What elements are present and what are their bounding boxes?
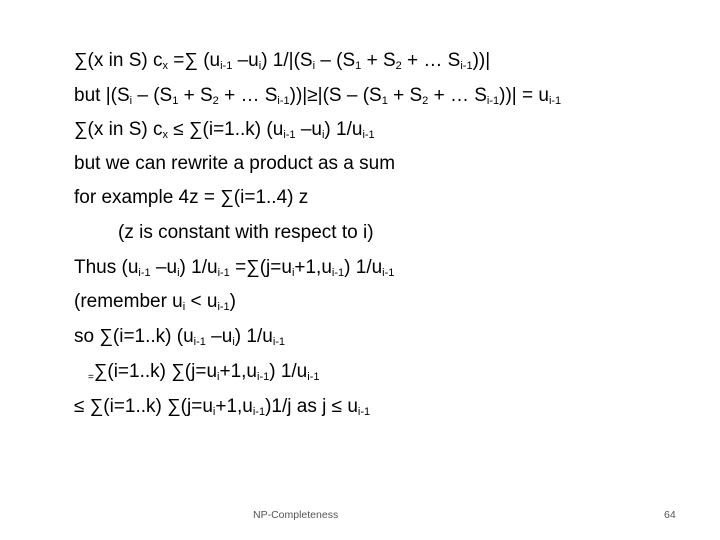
subscript: i-1 [486, 95, 500, 107]
subscript: 2 [395, 60, 402, 72]
page-number: 64 [664, 509, 676, 521]
small-equals-sign: = [88, 372, 94, 383]
subscript: i [258, 60, 262, 72]
subscript: i [129, 95, 133, 107]
subscript: i-1 [307, 371, 320, 383]
math-line-2: but $|(S_i - (S_1 + S_2$ + … $S_{i-1}))|\ge|(S - (S_1 + S_2$ + … $S_{i-1}))| = u_{i-1}$ [74, 85, 562, 107]
math-line-double-sum: =∑(i=1..k) $\sum(j=u_i+1,u_{i-1})$ $1/u_{i-1}$ [88, 361, 320, 383]
subscript: i-1 [193, 336, 206, 348]
subscript: x [162, 60, 168, 72]
subscript: x [162, 129, 168, 141]
text-line-remember: (remember $u_i < u_{i-1}$) [74, 291, 236, 313]
text-line-constant-note: (z is constant with respect to i) [118, 222, 374, 243]
subscript: i-1 [357, 406, 371, 418]
subscript: 2 [422, 95, 429, 107]
subscript: i-1 [382, 267, 395, 279]
subscript: 1 [355, 60, 362, 72]
subscript: i-1 [257, 371, 270, 383]
text-line-product-as-sum: but we can rewrite a product as a sum [74, 153, 396, 174]
subscript: i-1 [138, 267, 151, 279]
math-line-thus: Thus ($u_{i-1}$ $-u_i$) $1/u_{i-1} =\sum(j=u_i+1,u_{i-1})$ $1/u_{i-1}$ [74, 257, 395, 279]
subscript: i-1 [277, 95, 290, 107]
footer-title: NP-Completeness [253, 509, 339, 521]
subscript: i [217, 371, 220, 383]
subscript: i [212, 406, 216, 418]
math-line-3: ∑(x in S) $c_x \le \sum(i=1..k)$ ($u_{i-1}$ $-u_i$) $1/u_{i-1}$ [74, 119, 375, 141]
subscript: i-1 [220, 60, 233, 72]
subscript: i [312, 60, 316, 72]
subscript: i-1 [272, 336, 286, 348]
subscript: i [232, 336, 235, 348]
subscript: i-1 [217, 267, 230, 279]
subscript: 1 [172, 95, 179, 107]
math-line-1: ∑(x in S) $c_x$ =∑ ($u_{i-1}$ $-u_i$) $1/|(S_i - (S_1 + S_2$ + … $S_{i-1}))|$ [74, 50, 491, 72]
subscript: i-1 [217, 301, 230, 313]
subscript: 2 [212, 95, 219, 107]
subscript: i [291, 267, 295, 279]
subscript: i-1 [460, 60, 473, 72]
subscript: i-1 [548, 95, 562, 107]
subscript: i-1 [283, 129, 296, 141]
subscript: i [182, 301, 186, 313]
subscript: i-1 [362, 129, 375, 141]
subscript: i-1 [252, 406, 266, 418]
subscript: i [177, 267, 180, 279]
subscript: i [321, 129, 325, 141]
math-line-bound: ≤ ∑(i=1..k) $\sum(j=u_i+1,u_{i-1})1/j$ as $j \le u_{i-1}$ [74, 396, 371, 418]
math-line-so: so ∑(i=1..k) ($u_{i-1}$ $-u_i$) $1/u_{i-1}$ [74, 326, 286, 348]
subscript: 1 [381, 95, 388, 107]
text-line-example: for example 4z = ∑(i=1..4) z [74, 187, 309, 208]
subscript: i-1 [331, 267, 345, 279]
